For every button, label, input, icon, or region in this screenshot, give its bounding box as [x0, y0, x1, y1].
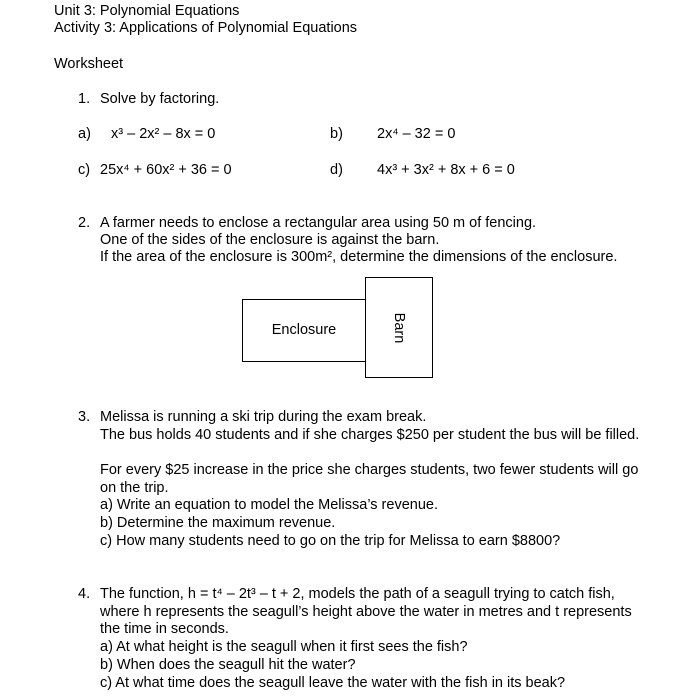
- q1-part-d-label: d): [330, 162, 343, 178]
- barn-rectangle: [365, 277, 433, 378]
- question-1-number: 1.: [78, 91, 91, 107]
- question-1-prompt: Solve by factoring.: [100, 91, 220, 107]
- q1-part-b-equation: 2x⁴ – 32 = 0: [377, 126, 456, 142]
- question-3-line-1: Melissa is running a ski trip during the exam break.: [100, 409, 427, 425]
- enclosure-rectangle: [242, 299, 366, 362]
- question-3-part-c: c) How many students need to go on the trip for Melissa to earn $8800?: [100, 533, 561, 549]
- q1-part-d-equation: 4x³ + 3x² + 8x + 6 = 0: [377, 162, 515, 178]
- question-4-part-b: b) When does the seagull hit the water?: [100, 657, 356, 673]
- question-4-part-c: c) At what time does the seagull leave the water with the fish in its beak?: [100, 675, 566, 691]
- question-2-line-2: One of the sides of the enclosure is against the barn.: [100, 232, 440, 248]
- q1-part-c-equation: 25x⁴ + 60x² + 36 = 0: [100, 162, 232, 178]
- question-3-number: 3.: [78, 409, 91, 425]
- q1-part-c-label: c): [78, 162, 91, 178]
- enclosure-label: Enclosure: [271, 322, 337, 338]
- question-2-line-1: A farmer needs to enclose a rectangular area using 50 m of fencing.: [100, 215, 537, 231]
- question-3-part-a: a) Write an equation to model the Melissa’s revenue.: [100, 497, 438, 513]
- question-4-line-1: The function, h = t⁴ – 2t³ – t + 2, models the path of a seagull trying to catch fish, where h represents the seagull’s height above the water in metres and t represents the time in seconds.: [100, 586, 632, 638]
- question-3-part-b: b) Determine the maximum revenue.: [100, 515, 336, 531]
- question-4-number: 4.: [78, 586, 91, 602]
- question-3-line-3: For every $25 increase in the price she charges students, two fewer students will go on the trip.: [100, 462, 639, 496]
- question-4-part-a: a) At what height is the seagull when it first sees the fish?: [100, 639, 468, 655]
- question-3-line-2: The bus holds 40 students and if she charges $250 per student the bus will be filled.: [100, 427, 640, 443]
- question-2-number: 2.: [78, 215, 91, 231]
- question-2-line-3: If the area of the enclosure is 300m², determine the dimensions of the enclosure.: [100, 249, 618, 265]
- barn-label: Barn: [391, 312, 407, 343]
- q1-part-b-label: b): [330, 126, 343, 142]
- unit-title: Unit 3: Polynomial Equations: [54, 3, 240, 19]
- q1-part-a-equation: x³ – 2x² – 8x = 0: [111, 126, 216, 142]
- activity-title: Activity 3: Applications of Polynomial Equations: [54, 20, 358, 36]
- worksheet-heading: Worksheet: [54, 56, 124, 72]
- q1-part-a-label: a): [78, 126, 91, 142]
